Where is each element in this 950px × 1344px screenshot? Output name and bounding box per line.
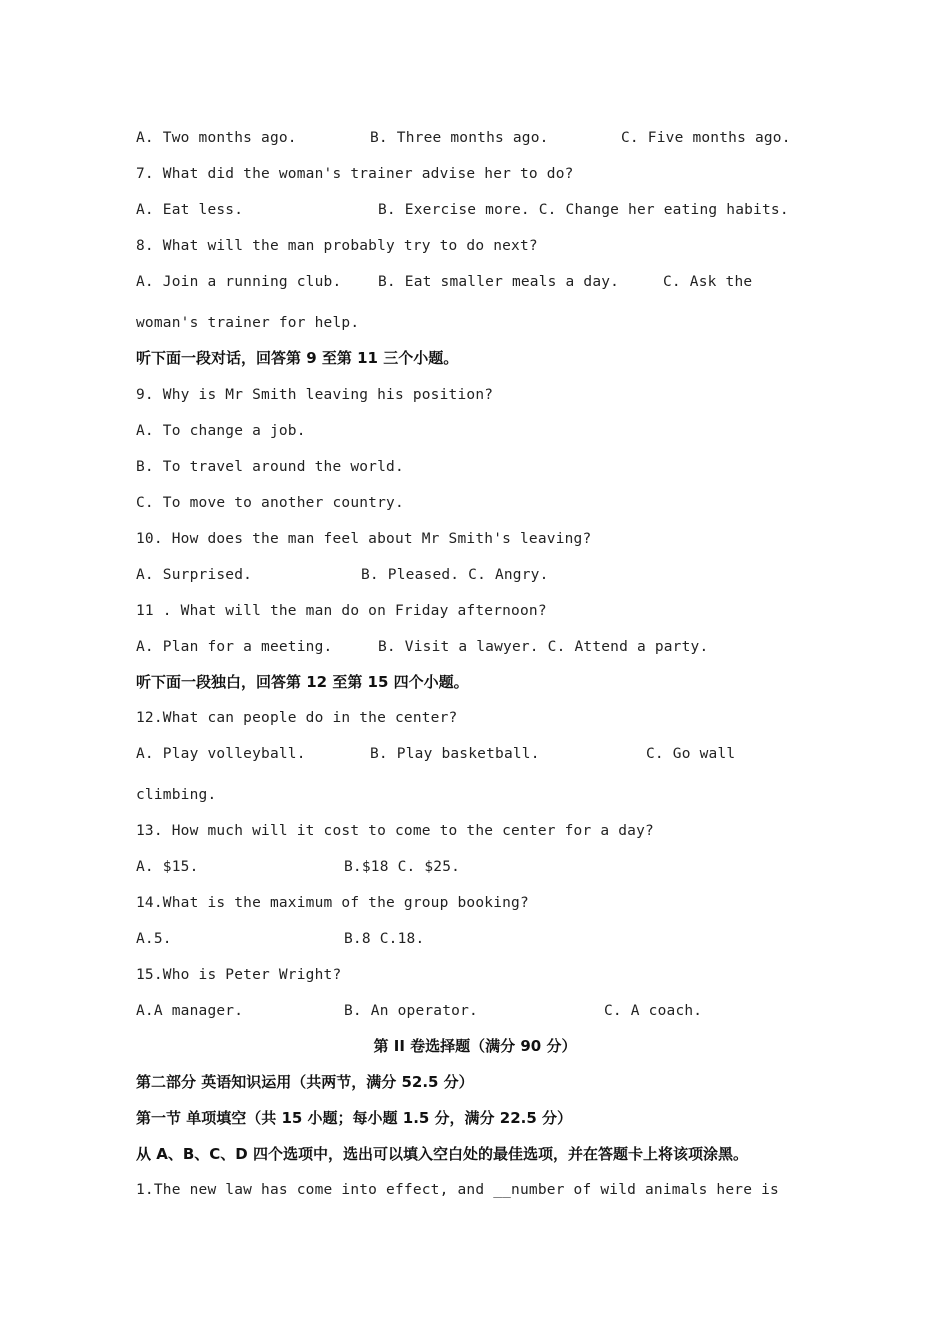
q11-question: 11 . What will the man do on Friday afternoon?	[136, 603, 547, 619]
section-heading-12-15: 听下面一段独白，回答第 12 至第 15 四个小题。	[136, 673, 469, 691]
q8-option-c: C. Ask the	[663, 274, 753, 290]
q12-option-a: A. Play volleyball.	[136, 746, 306, 762]
q13-question: 13. How much will it cost to come to the center for a day?	[136, 823, 654, 839]
volume-title: 第 II 卷选择题（满分 90 分）	[373, 1037, 577, 1055]
q12-option-b: B. Play basketball.	[370, 746, 540, 762]
q15-question: 15.Who is Peter Wright?	[136, 967, 342, 983]
section-heading-9-11: 听下面一段对话，回答第 9 至第 11 三个小题。	[136, 349, 459, 367]
q15-option-c: C. A coach.	[604, 1003, 703, 1019]
q9-question: 9. Why is Mr Smith leaving his position?	[136, 387, 494, 403]
instruction-text: 从 A、B、C、D 四个选项中，选出可以填入空白处的最佳选项，并在答题卡上将该项涂黑。	[136, 1145, 748, 1163]
q8-option-a: A. Join a running club.	[136, 274, 342, 290]
q10-question: 10. How does the man feel about Mr Smith's leaving?	[136, 531, 592, 547]
q9-option-c: C. To move to another country.	[136, 495, 404, 511]
q8-option-c-continuation: woman's trainer for help.	[136, 315, 360, 331]
q9-option-b: B. To travel around the world.	[136, 459, 404, 475]
q11-option-bc: B. Visit a lawyer. C. Attend a party.	[378, 639, 709, 655]
q13-option-a: A. $15.	[136, 859, 199, 875]
section-title: 第一节 单项填空（共 15 小题；每小题 1.5 分，满分 22.5 分）	[136, 1109, 573, 1127]
q8-option-b: B. Eat smaller meals a day.	[378, 274, 620, 290]
q12-question: 12.What can people do in the center?	[136, 710, 458, 726]
q8-question: 8. What will the man probably try to do next?	[136, 238, 538, 254]
q14-option-a: A.5.	[136, 931, 172, 947]
q10-option-bc: B. Pleased. C. Angry.	[361, 567, 549, 583]
q14-option-bc: B.8 C.18.	[344, 931, 425, 947]
q15-option-a: A.A manager.	[136, 1003, 244, 1019]
q6-option-c: C. Five months ago.	[621, 130, 791, 146]
q6-option-b: B. Three months ago.	[370, 130, 549, 146]
q13-option-bc: B.$18 C. $25.	[344, 859, 461, 875]
part-title: 第二部分 英语知识运用（共两节，满分 52.5 分）	[136, 1073, 474, 1091]
q7-question: 7. What did the woman's trainer advise her to do?	[136, 166, 574, 182]
q15-option-b: B. An operator.	[344, 1003, 478, 1019]
q14-question: 14.What is the maximum of the group booking?	[136, 895, 529, 911]
q7-option-bc: B. Exercise more. C. Change her eating habits.	[378, 202, 789, 218]
q7-option-a: A. Eat less.	[136, 202, 244, 218]
q11-option-a: A. Plan for a meeting.	[136, 639, 333, 655]
q12-option-c: C. Go wall	[646, 746, 736, 762]
q12-option-c-continuation: climbing.	[136, 787, 217, 803]
q10-option-a: A. Surprised.	[136, 567, 253, 583]
q9-option-a: A. To change a job.	[136, 423, 306, 439]
q6-option-a: A. Two months ago.	[136, 130, 297, 146]
grammar-q1-stem: 1.The new law has come into effect, and __number of wild animals here is	[136, 1182, 779, 1198]
